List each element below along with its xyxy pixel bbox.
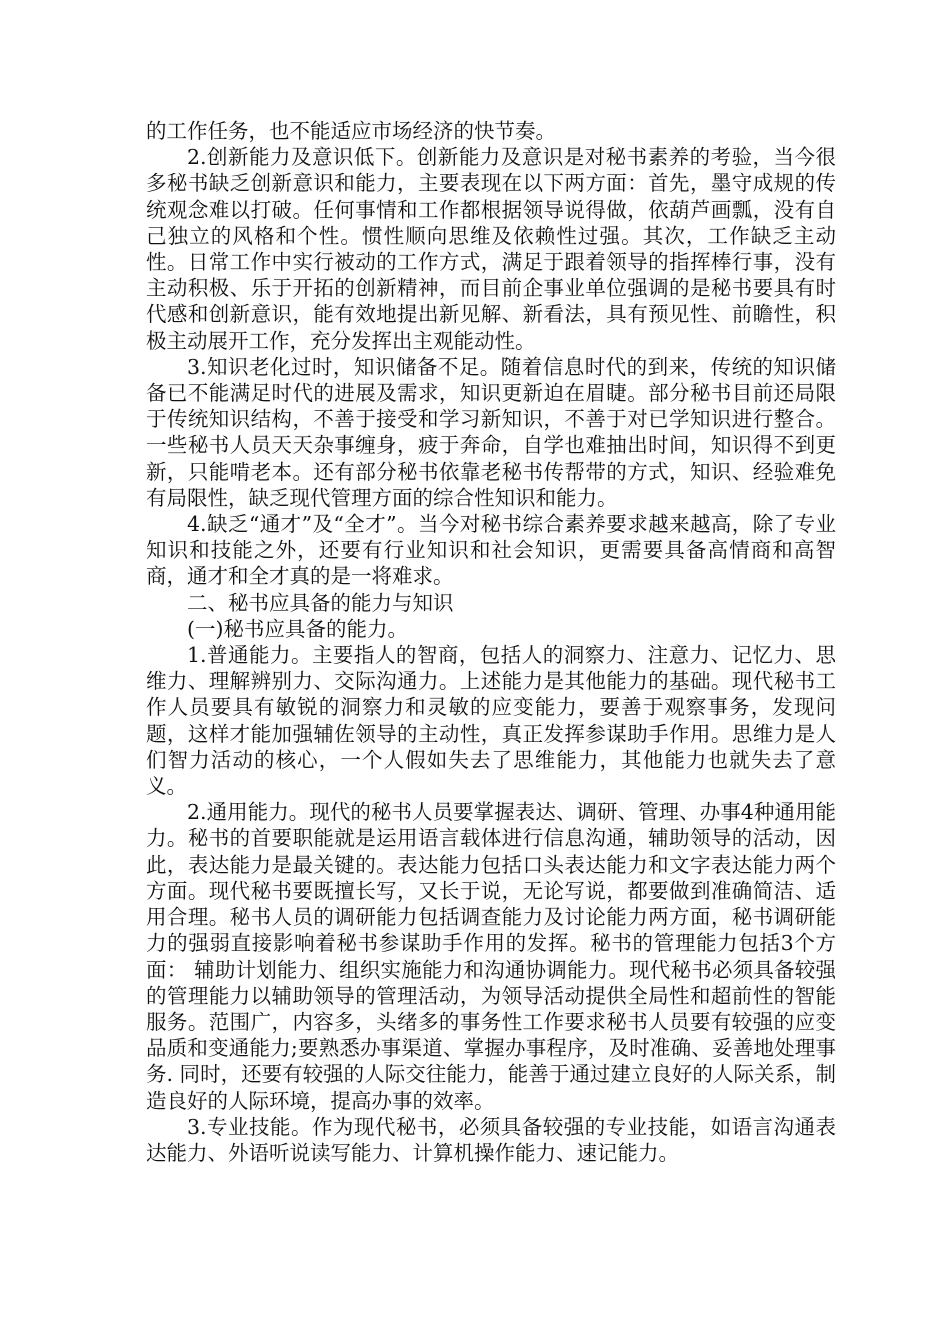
- paragraph-innovation: 2.创新能力及意识低下。创新能力及意识是对秘书素养的考验，当今很多秘书缺乏创新意识和能力，主要表现在以下两方面：首先，墨守成规的传统观念难以打破。任何事情和工作都根据领导说得做，依葫芦画瓢，没有自己独立的风格和个性。惯性顺向思维及依赖性过强。其次，工作缺乏主动性。日常工作中实行被动的工作方式，满足于跟着领导的指挥棒行事，没有主动积极、乐于开拓的创新精神，而目前企事业单位强调的是秘书要具有时代感和创新意识，能有效地提出新见解、新看法，具有预见性、前瞻性，积极主动展开工作，充分发挥出主观能动性。: [146, 145, 836, 353]
- paragraph-general-ability: 1.普通能力。主要指人的智商，包括人的洞察力、注意力、记忆力、思维力、理解辨别力、交际沟通力。上述能力是其他能力的基础。现代秘书工作人员要具有敏锐的洞察力和灵敏的应变能力，要善于观察事务，发现问题，这样才能加强辅佐领导的主动性，真正发挥参谋助手作用。思维力是人们智力活动的核心，一个人假如失去了思维能力，其他能力也就失去了意义。: [146, 643, 836, 799]
- document-body: [146, 118, 836, 1166]
- paragraph-common-ability: 2.通用能力。现代的秘书人员要掌握表达、调研、管理、办事4种通用能力。秘书的首要职能就是运用语言载体进行信息沟通，辅助领导的活动，因此，表达能力是最关键的。表达能力包括口头表达能力和文字表达能力两个方面。现代秘书要既擅长写，又长于说，无论写说，都要做到准确简洁、适用合理。秘书人员的调研能力包括调查能力及讨论能力两方面，秘书调研能力的强弱直接影响着秘书参谋助手作用的发挥。秘书的管理能力包括3个方面： 辅助计划能力、组织实施能力和沟通协调能力。现代秘书必须具备较强的管理能力以辅助领导的管理活动，为领导活动提供全局性和超前性的智能服务。范围广，内容多，头绪多的事务性工作要求秘书人员要有较强的应变品质和变通能力;要熟悉办事渠道、掌握办事程序，及时准确、妥善地处理事务. 同时，还要有较强的人际交往能力，能善于通过建立良好的人际关系，制造良好的人际环境，提高办事的效率。: [146, 800, 836, 1113]
- paragraph-generalist: 4.缺乏“通才”及“全才”。当今对秘书综合素养要求越来越高，除了专业知识和技能之外，还要有行业知识和社会知识，更需要具备高情商和高智商，通才和全才真的是一将难求。: [146, 512, 836, 589]
- paragraph-professional-skill: 3.专业技能。作为现代秘书，必须具备较强的专业技能，如语言沟通表达能力、外语听说读写能力、计算机操作能力、速记能力。: [146, 1114, 836, 1165]
- section-heading: 二、秘书应具备的能力与知识: [187, 590, 454, 615]
- paragraph-continuation: 的工作任务，也不能适应市场经济的快节奏。: [146, 119, 556, 143]
- subsection-heading: (一)秘书应具备的能力。: [187, 616, 408, 641]
- paragraph-knowledge: 3.知识老化过时，知识储备不足。随着信息时代的到来，传统的知识储备已不能满足时代的进展及需求，知识更新迫在眉睫。部分秘书目前还局限于传统知识结构，不善于接受和学习新知识，不善于对已学知识进行整合。一些秘书人员天天杂事缠身，疲于奔命，自学也难抽出时间，知识得不到更新，只能啃老本。还有部分秘书依靠老秘书传帮带的方式，知识、经验难免有局限性，缺乏现代管理方面的综合性知识和能力。: [146, 354, 836, 510]
